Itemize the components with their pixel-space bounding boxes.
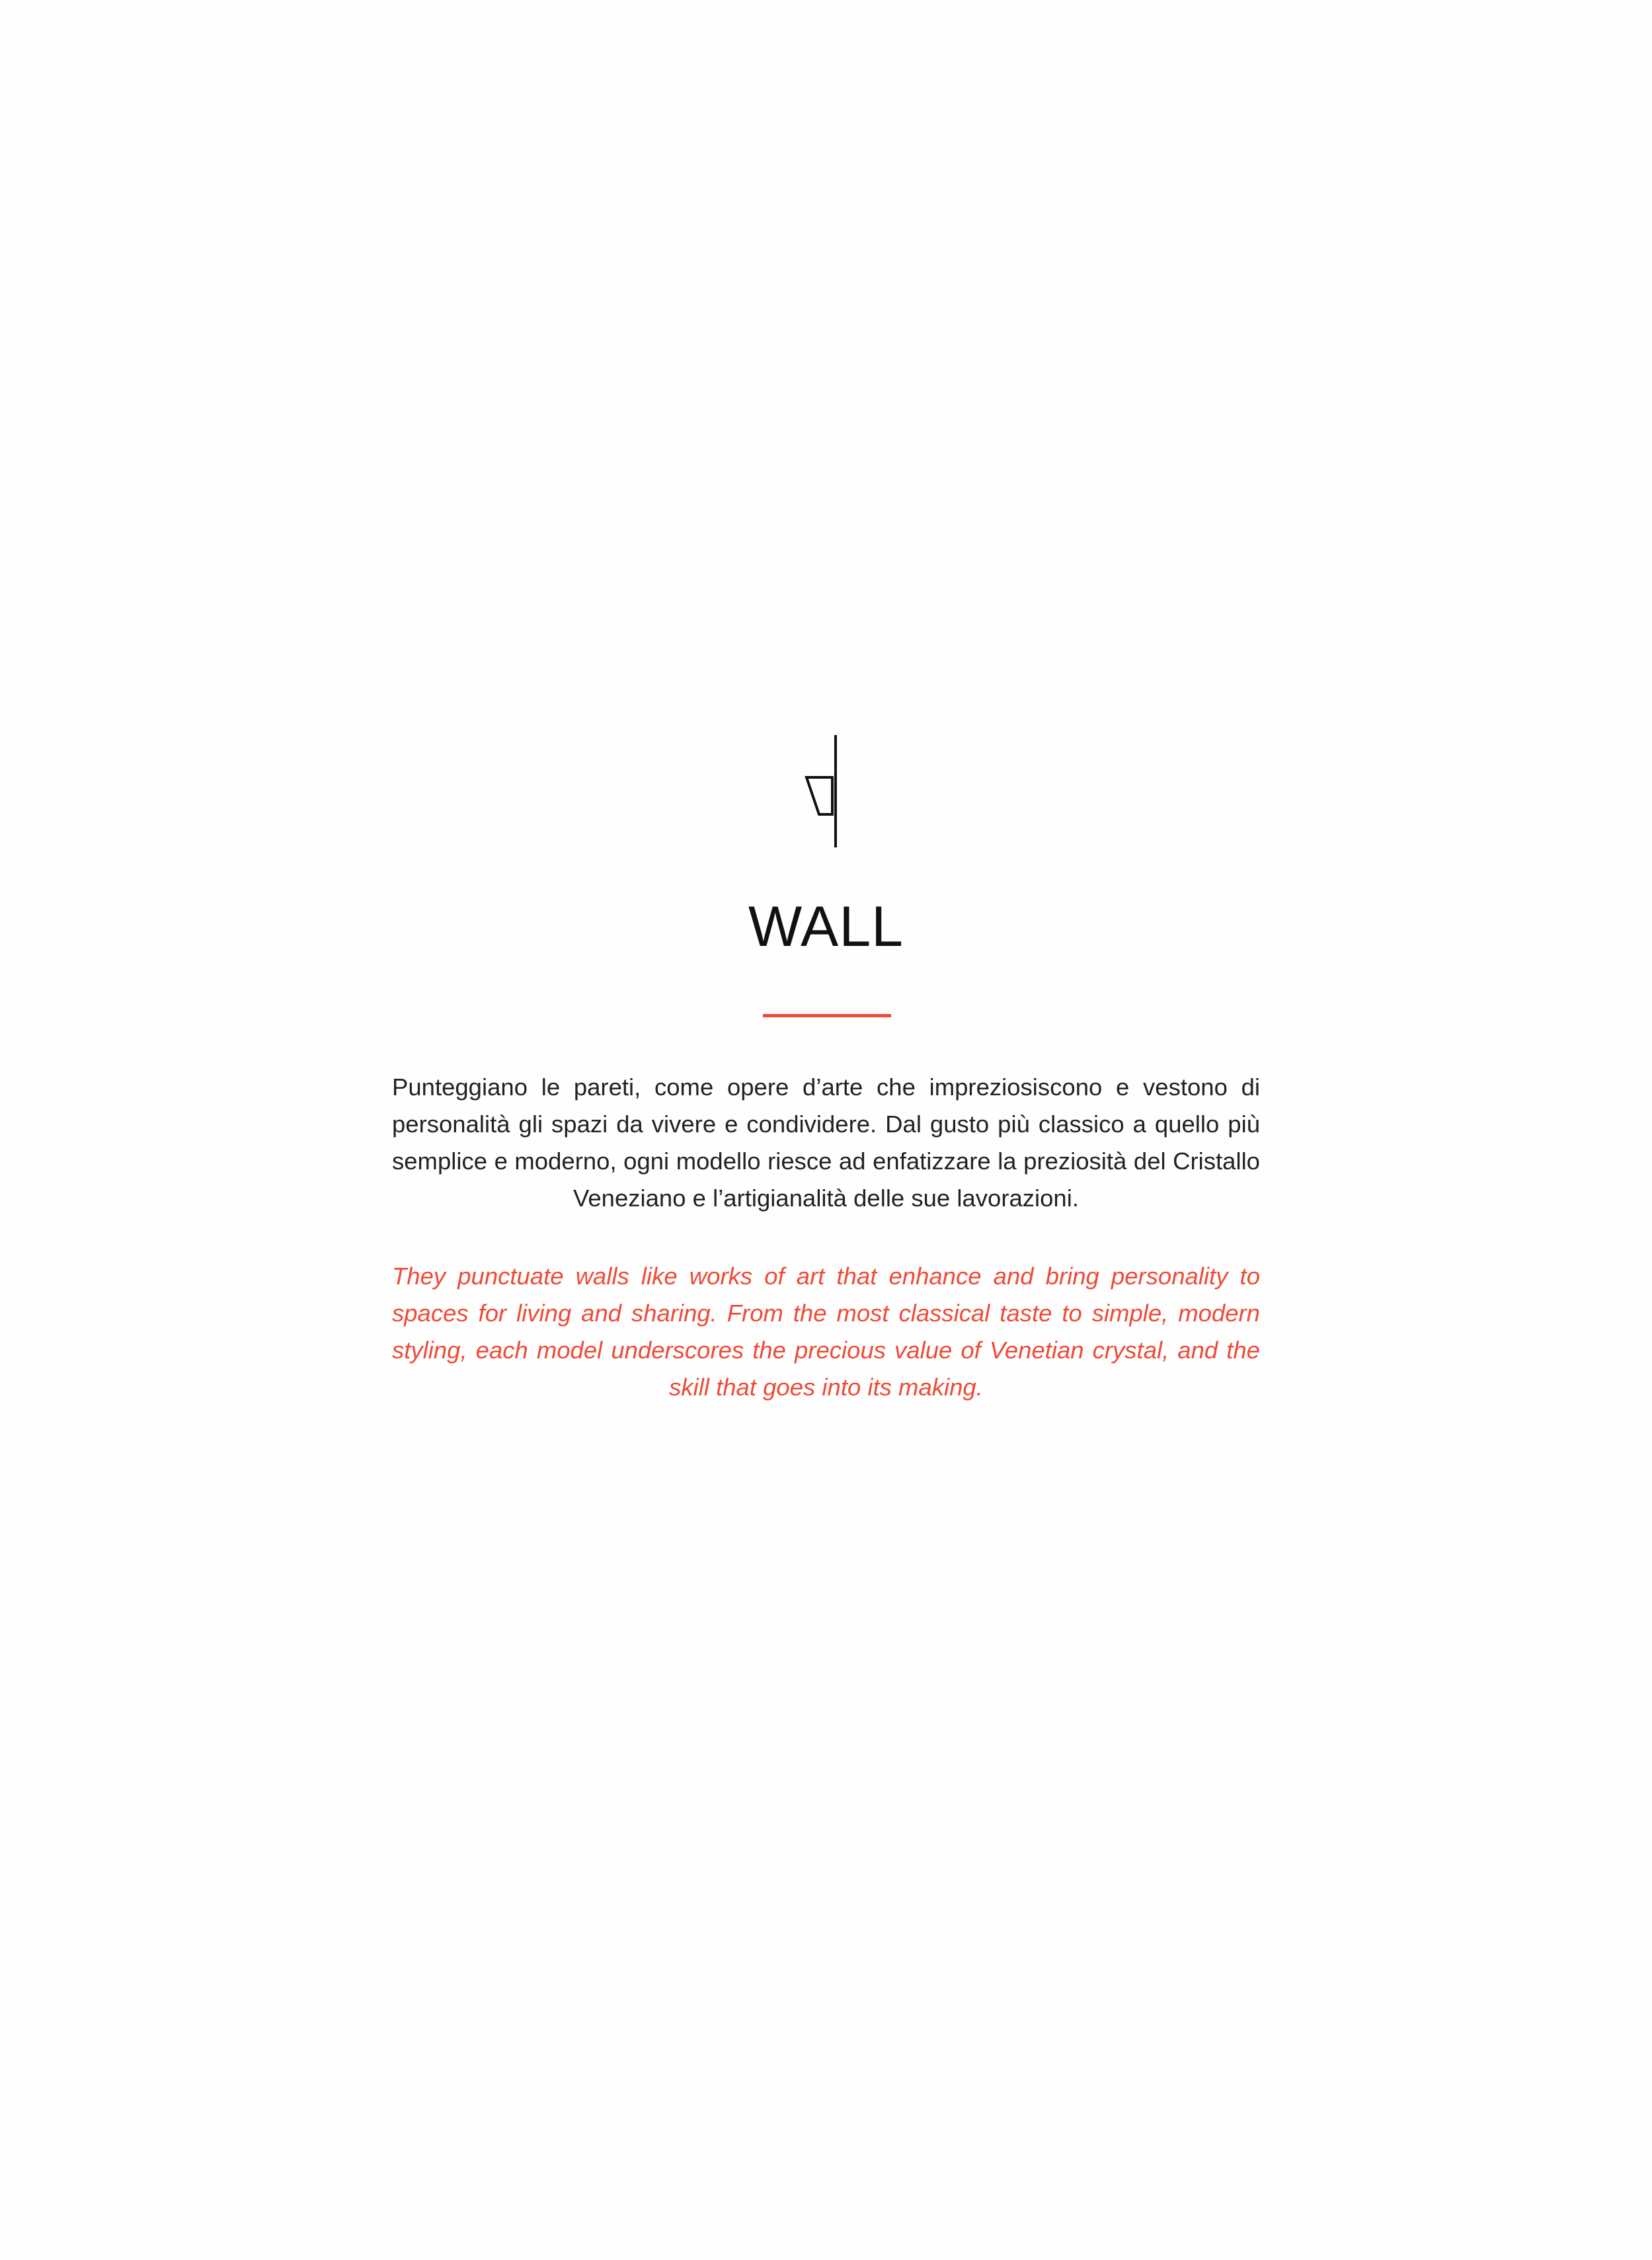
accent-divider [763,1014,891,1017]
wall-lamp-icon [800,735,840,847]
description-english: They punctuate walls like works of art that enhance and bring personality to spaces for living and sharing. From the most classical taste to simple, modern styling, each model underscores the precious value of Venetian crystal, and the skill that goes into its making. [392,1263,1260,1401]
description-italian: Punteggiano le pareti, come opere d’arte che impreziosiscono e vestono di personalità gli spazi da vivere e condividere. Dal gusto più classico a quello più semplice e moderno, ogni modello riesce ad enfatizzare la preziosità del Cristallo Veneziano e l’artigianalità delle sue lavorazioni. [392,1073,1260,1212]
section-title: WALL [748,895,904,958]
